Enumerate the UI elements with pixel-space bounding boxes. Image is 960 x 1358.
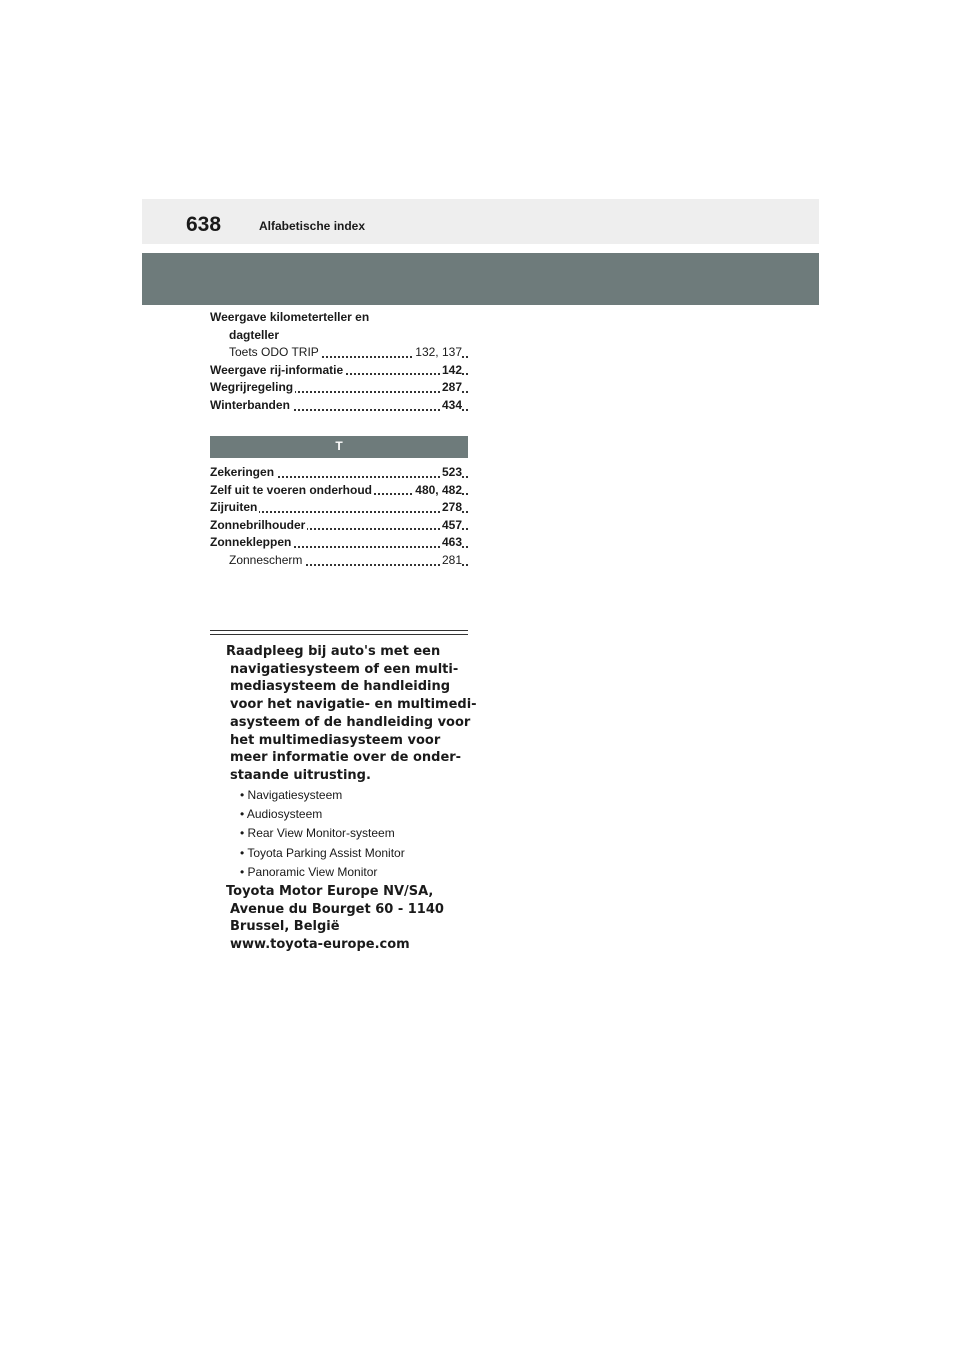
index-entry xyxy=(210,362,468,380)
index-entry xyxy=(210,482,468,500)
equipment-item: • Toyota Parking Assist Monitor xyxy=(240,845,405,860)
index-term: Zonnebrilhouder xyxy=(210,517,306,532)
index-page-ref: 287 xyxy=(440,379,462,397)
note-line: meer informatie over de onder- xyxy=(230,750,462,766)
index-term: Zekeringen xyxy=(210,465,275,479)
index-entry xyxy=(210,309,468,327)
index-term: Weergave kilometerteller en xyxy=(210,310,370,324)
infotainment-note xyxy=(210,643,477,785)
index-term: Wegrijregeling xyxy=(210,380,294,395)
index-term: Weergave rij-informatie xyxy=(210,362,344,377)
index-entry xyxy=(210,464,468,482)
note-line: mediasysteem de handleiding xyxy=(230,679,451,695)
note-line: voor het navigatie- en multimedi- xyxy=(230,697,477,713)
section-title: Alfabetische index xyxy=(259,219,366,233)
index-entry xyxy=(210,552,468,570)
index-page-ref: 457 xyxy=(440,517,462,535)
index-term: Zonnescherm xyxy=(229,552,303,567)
index-term: Winterbanden xyxy=(210,397,290,412)
index-term: Zelf uit te voeren onderhoud xyxy=(210,482,373,497)
page-number: 638 xyxy=(186,213,222,236)
note-line: het multimediasysteem voor xyxy=(230,732,441,748)
divider-rule-top xyxy=(210,630,468,631)
address-line: Toyota Motor Europe NV/SA, xyxy=(226,884,434,899)
index-page-ref: 523 xyxy=(440,464,462,482)
index-entry xyxy=(210,344,468,362)
index-page-ref: 480, 482 xyxy=(413,482,462,500)
index-entry xyxy=(210,517,468,535)
index-entry xyxy=(210,327,468,345)
note-line: navigatiesysteem of een multi- xyxy=(230,661,459,677)
note-line: Raadpleeg bij auto's met een xyxy=(226,644,441,659)
index-page-ref: 142 xyxy=(440,362,462,380)
index-term: dagteller xyxy=(229,327,280,342)
index-page-ref: 278 xyxy=(440,499,462,517)
index-entry xyxy=(210,534,468,552)
publisher-address xyxy=(226,883,486,954)
note-line: staande uitrusting. xyxy=(230,767,371,783)
index-page-ref: 281 xyxy=(440,552,462,570)
index-page-ref: 434 xyxy=(440,397,462,415)
index-term: Zijruiten xyxy=(210,500,258,515)
index-entry xyxy=(210,499,468,517)
equipment-item: • Audiosysteem xyxy=(240,807,323,822)
index-term: Toets ODO TRIP xyxy=(229,345,319,360)
equipment-item: • Panoramic View Monitor xyxy=(240,864,378,879)
equipment-item: • Rear View Monitor-systeem xyxy=(240,826,395,841)
index-page-ref: 463 xyxy=(440,534,462,552)
letter-heading: T xyxy=(210,436,468,458)
equipment-item: • Navigatiesysteem xyxy=(240,788,343,802)
note-line: asysteem of de handleiding voor xyxy=(230,714,471,730)
equipment-list xyxy=(240,786,480,882)
index-entry xyxy=(210,397,468,415)
address-line: Avenue du Bourget 60 - 1140 xyxy=(230,901,444,917)
address-line: Brussel, België xyxy=(230,919,340,935)
index-list-w xyxy=(210,309,468,415)
gray-band xyxy=(142,253,819,305)
divider-rule-bottom xyxy=(210,634,468,635)
header-bar xyxy=(142,199,819,244)
index-page-ref: 132, 137 xyxy=(413,344,462,362)
address-line: www.toyota-europe.com xyxy=(230,937,410,953)
index-list-z xyxy=(210,464,468,570)
index-term: Zonnekleppen xyxy=(210,535,292,550)
index-entry xyxy=(210,379,468,397)
